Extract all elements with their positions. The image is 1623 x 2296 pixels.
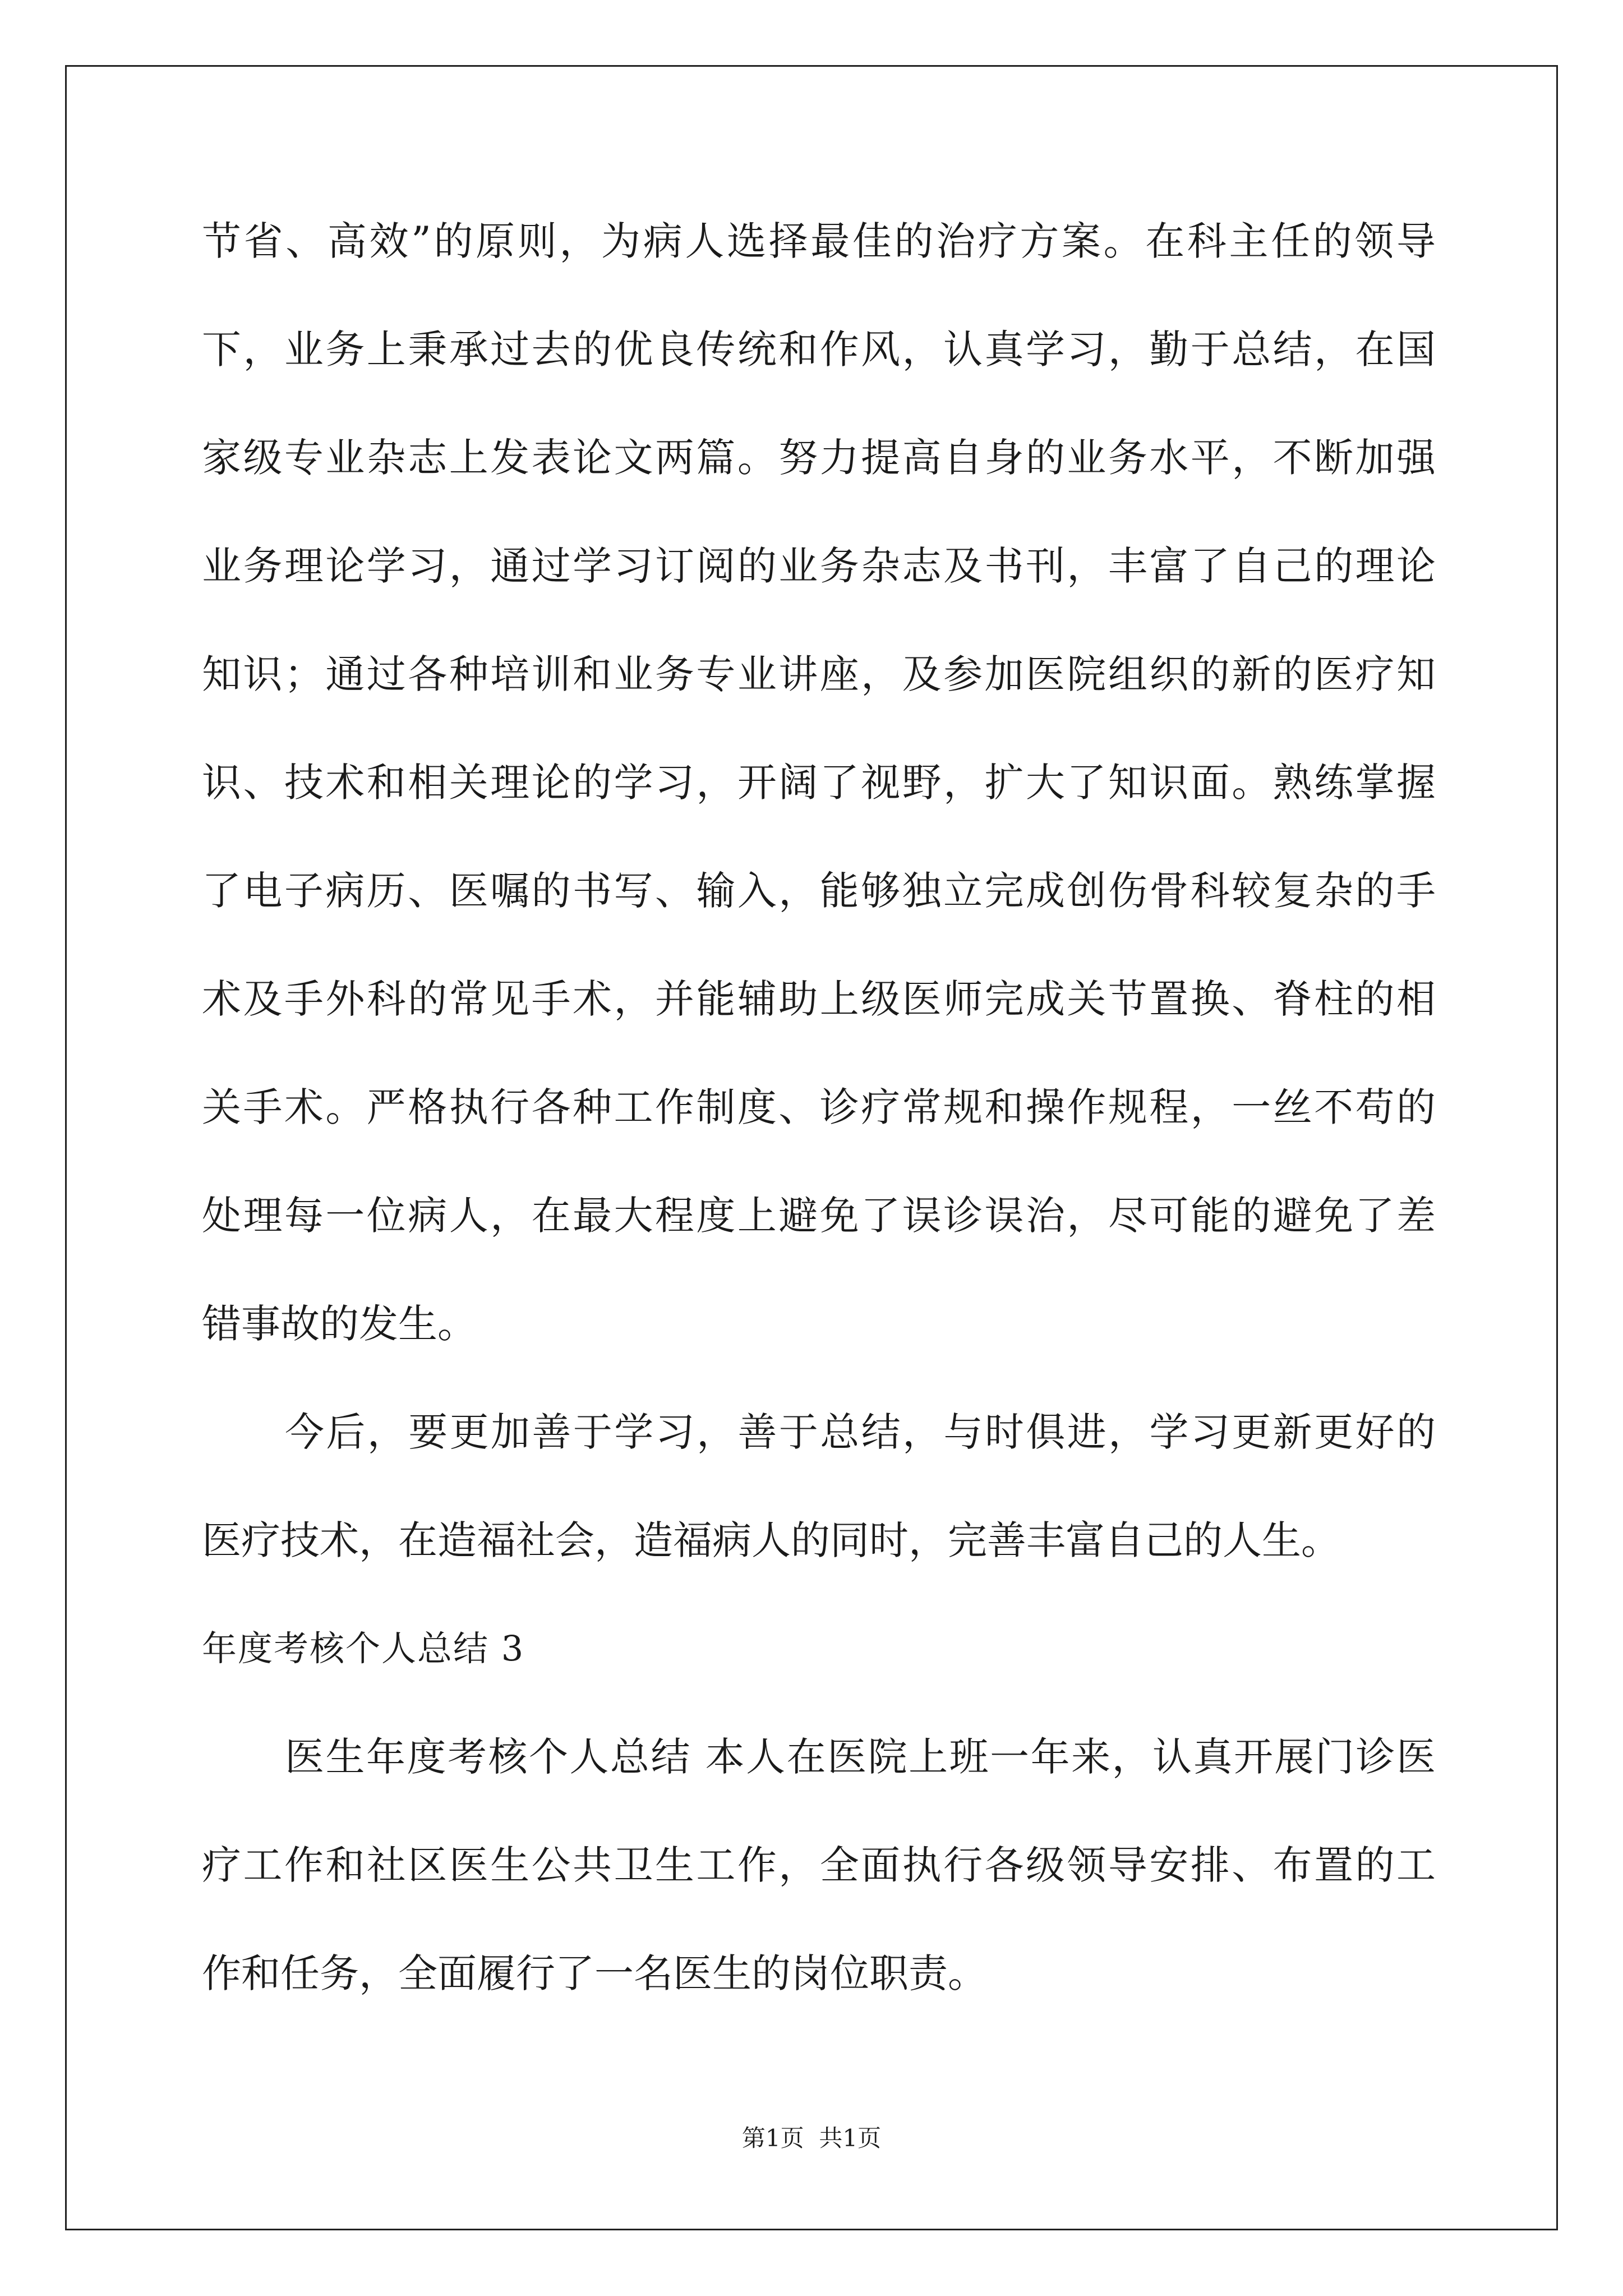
paragraph-line: 今后，要更加善于学习，善于总结，与时俱进，学习更新更好的 (285, 1409, 1436, 1455)
paragraph-line: 医疗技术，在造福社会，造福病人的同时，完善丰富自己的人生。 (202, 1517, 1340, 1563)
paragraph-line: 作和任务，全面履行了一名医生的岗位职责。 (202, 1950, 987, 1996)
paragraph-line: 了电子病历、医嘱的书写、输入，能够独立完成创伤骨科较复杂的手 (202, 868, 1436, 914)
paragraph-line: 疗工作和社区医生公共卫生工作，全面执行各级领导安排、布置的工 (202, 1842, 1436, 1888)
paragraph-line: 错事故的发生。 (202, 1301, 477, 1347)
paragraph-line: 关手术。严格执行各种工作制度、诊疗常规和操作规程，一丝不苟的 (202, 1084, 1436, 1130)
paragraph-line: 处理每一位病人，在最大程度上避免了误诊误治，尽可能的避免了差 (202, 1193, 1436, 1239)
page-footer: 第1页 共1页 (741, 2124, 882, 2152)
paragraph-line: 识、技术和相关理论的学习，开阔了视野，扩大了知识面。熟练掌握 (202, 760, 1436, 806)
page-border (65, 65, 1558, 2230)
paragraph-line: 下，业务上秉承过去的优良传统和作风，认真学习，勤于总结，在国 (202, 326, 1436, 372)
section-heading: 年度考核个人总结 3 (202, 1628, 525, 1669)
paragraph-line: 业务理论学习，通过学习订阅的业务杂志及书刊，丰富了自己的理论 (202, 543, 1436, 589)
paragraph-line: 节省、高效”的原则，为病人选择最佳的治疗方案。在科主任的领导 (202, 218, 1436, 264)
paragraph-line: 家级专业杂志上发表论文两篇。努力提高自身的业务水平，不断加强 (202, 435, 1436, 481)
paragraph-line: 术及手外科的常见手术，并能辅助上级医师完成关节置换、脊柱的相 (202, 976, 1436, 1022)
paragraph-line: 知识；通过各种培训和业务专业讲座，及参加医院组织的新的医疗知 (202, 651, 1436, 697)
paragraph-line: 医生年度考核个人总结 本人在医院上班一年来，认真开展门诊医 (285, 1734, 1436, 1780)
